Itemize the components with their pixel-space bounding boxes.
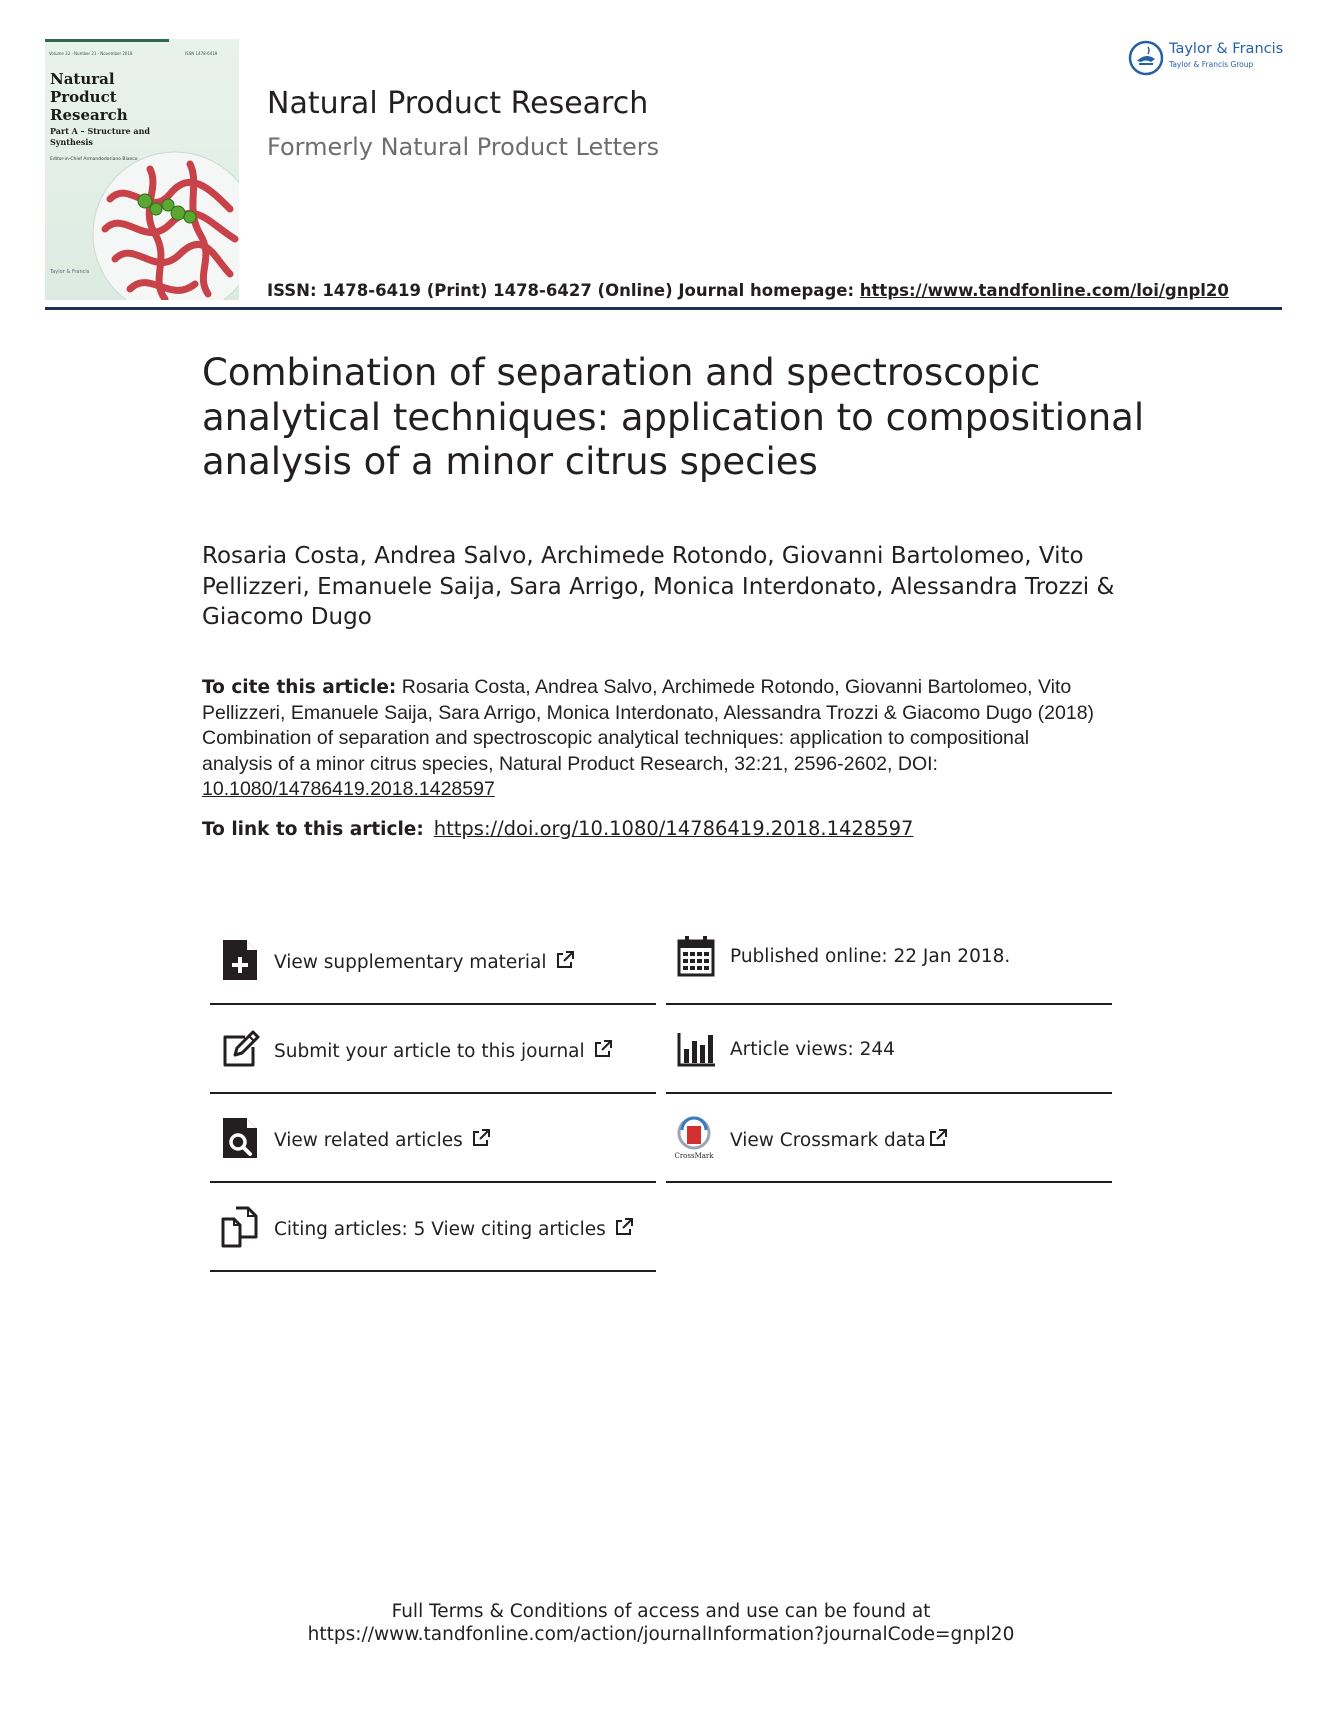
- journal-homepage-link[interactable]: https://www.tandfonline.com/loi/gnpl20: [859, 281, 1229, 300]
- published-online-label: Published online: 22 Jan 2018.: [730, 946, 1011, 967]
- cover-subtitle: Part A – Structure and Synthesis: [50, 126, 151, 147]
- citation-label: To cite this article:: [202, 677, 397, 698]
- cover-title: Natural Product Research: [50, 70, 128, 124]
- article-authors: Rosaria Costa, Andrea Salvo, Archimede Rotondo, Giovanni Bartolomeo, Vito Pellizzeri, Emanuele Saija, Sara Arrigo, Monica Interdonato, Alessandra Trozzi & Giacomo Dugo: [202, 543, 1115, 630]
- external-link-icon: [593, 1039, 613, 1059]
- article-views-label: Article views: 244: [730, 1039, 895, 1060]
- citation-doi-link[interactable]: 10.1080/14786419.2018.1428597: [202, 778, 495, 800]
- citing-articles-label: Citing articles: 5 View citing articles: [274, 1217, 634, 1240]
- article-doi-url[interactable]: https://doi.org/10.1080/14786419.2018.1428597: [433, 817, 914, 840]
- header-divider: [45, 307, 1282, 310]
- submit-article-label: Submit your article to this journal: [274, 1039, 613, 1062]
- copy-documents-icon: [220, 1205, 260, 1249]
- citation-block: [202, 675, 1102, 803]
- calendar-icon: [676, 934, 716, 978]
- footer: [0, 1600, 1322, 1646]
- external-link-icon: [614, 1217, 634, 1237]
- citation-text: Rosaria Costa, Andrea Salvo, Archimede Rotondo, Giovanni Bartolomeo, Vito Pellizzeri, Emanuele Saija, Sara Arrigo, Monica Interdonato, Alessandra Trozzi & Giacomo Dugo (2018) Combination of separation and spectroscopic analytical techniques: application to compositional analysis of a minor citrus species, Natural Product Research, 32:21, 2596-2602, DOI:: [202, 676, 1095, 775]
- crossmark-icon: [672, 1116, 716, 1160]
- external-link-icon: [928, 1128, 948, 1148]
- submit-article-box[interactable]: [210, 1003, 656, 1094]
- publisher-name: Taylor & Francis: [1169, 41, 1284, 57]
- view-related-label: View related articles: [274, 1128, 491, 1151]
- article-link-label: To link to this article:: [202, 819, 424, 840]
- cover-volume: Volume 32 · Number 21 · November 2018: [49, 51, 133, 56]
- file-search-icon: [220, 1116, 260, 1160]
- crossmark-logo-text: CrossMark: [674, 1152, 714, 1160]
- crossmark-label: View Crossmark data: [730, 1128, 948, 1151]
- journal-title: Natural Product Research: [267, 86, 649, 121]
- protein-structure-illustration: [90, 139, 239, 300]
- view-supplementary-label: View supplementary material: [274, 950, 575, 973]
- cover-issn: ISSN 1478-6419: [185, 51, 218, 56]
- footer-terms-line: Full Terms & Conditions of access and use can be found at: [391, 1601, 931, 1622]
- journal-formerly-title: Formerly Natural Product Letters: [267, 133, 660, 161]
- external-link-icon: [471, 1128, 491, 1148]
- crossmark-box[interactable]: [666, 1092, 1112, 1183]
- file-plus-icon: [220, 938, 260, 982]
- footer-terms-url[interactable]: https://www.tandfonline.com/action/journalInformation?journalCode=gnpl20: [307, 1624, 1015, 1645]
- cover-publisher: Taylor & Francis: [50, 269, 90, 275]
- taylor-francis-lamp-icon: [1128, 40, 1164, 76]
- view-supplementary-box[interactable]: [210, 914, 656, 1005]
- taylor-francis-logo[interactable]: [1128, 38, 1283, 78]
- view-related-box[interactable]: [210, 1092, 656, 1183]
- bar-chart-icon: [676, 1027, 716, 1071]
- article-link-block: [202, 817, 913, 840]
- citing-articles-box[interactable]: [210, 1181, 656, 1272]
- journal-cover-image: [45, 39, 239, 300]
- issn-line: [267, 281, 1229, 300]
- cover-strip: [45, 39, 169, 42]
- cover-editor: Editor-in-Chief Armandodoriano Bianco: [50, 157, 138, 162]
- published-online-box: [666, 914, 1112, 1005]
- issn-text: ISSN: 1478-6419 (Print) 1478-6427 (Online) Journal homepage:: [267, 281, 860, 300]
- external-link-icon: [555, 950, 575, 970]
- article-views-box: [666, 1003, 1112, 1094]
- publisher-group: Taylor & Francis Group: [1169, 60, 1254, 69]
- article-title: Combination of separation and spectroscopic analytical techniques: application to compositional analysis of a minor citrus species: [202, 351, 1145, 483]
- edit-pencil-icon: [220, 1027, 260, 1071]
